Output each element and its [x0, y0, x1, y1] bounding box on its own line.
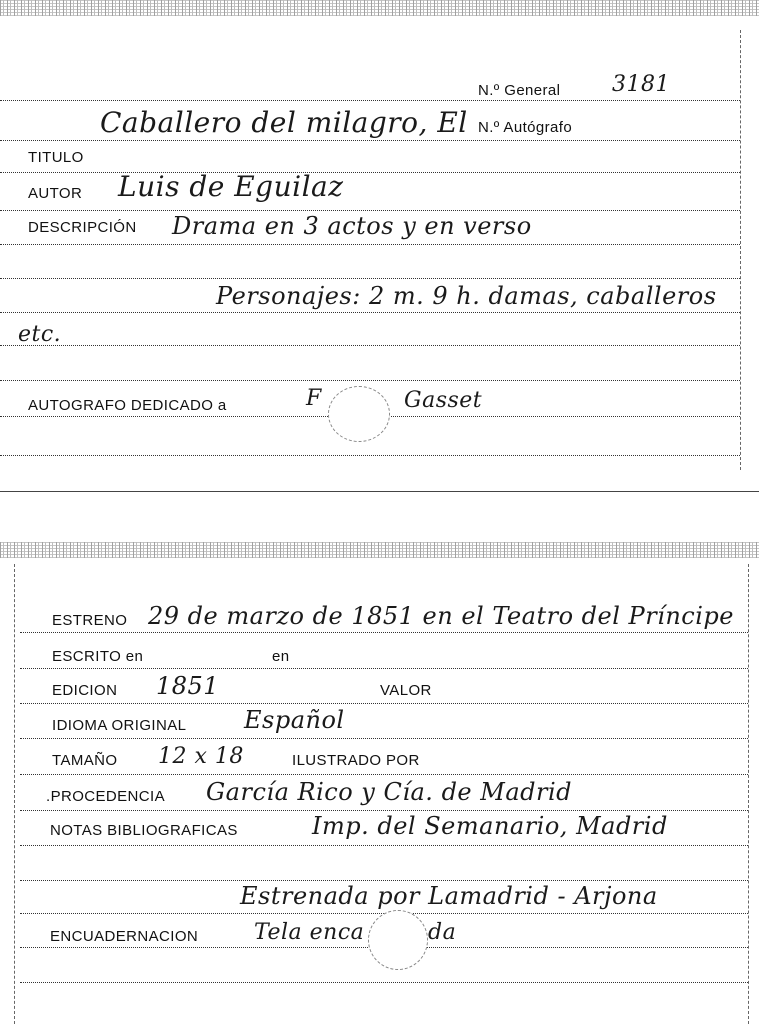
edition-value: 1851 [156, 672, 220, 700]
description-label: DESCRIPCIÓN [28, 219, 137, 236]
written-in-label: ESCRITO en [52, 648, 144, 665]
ink-blot-mark [328, 386, 390, 442]
catalog-card-top [0, 0, 759, 500]
card-edge-texture [0, 542, 759, 558]
dedicated-label: AUTOGRAFO DEDICADO a [28, 397, 227, 414]
title-value: Caballero del milagro, El [100, 106, 468, 139]
binding-value-end: da [428, 920, 457, 945]
author-value: Luis de Eguilaz [118, 170, 344, 203]
provenance-label: .PROCEDENCIA [46, 788, 165, 805]
size-label: TAMAÑO [52, 752, 118, 769]
written-en-label: en [272, 648, 290, 665]
catalog-card-bottom [0, 540, 759, 1028]
original-language-value: Español [244, 706, 345, 734]
card-edge-texture [0, 0, 759, 16]
bibliographic-notes-label: NOTAS BIBLIOGRAFICAS [50, 822, 238, 839]
characters-value: Personajes: 2 m. 9 h. damas, caballeros [216, 282, 717, 310]
edition-label: EDICION [52, 682, 118, 699]
binding-value-start: Tela enca [254, 920, 365, 945]
general-number-value: 3181 [612, 72, 670, 97]
description-value: Drama en 3 actos y en verso [172, 212, 532, 240]
author-label: AUTOR [28, 185, 83, 202]
dedicated-value-start: F [306, 386, 322, 411]
characters-continuation: etc. [18, 322, 62, 347]
card-right-edge [748, 564, 749, 1024]
card-bottom-edge [0, 491, 759, 492]
dedicated-value-end: Gasset [404, 388, 483, 413]
premiere-value: 29 de marzo de 1851 en el Teatro del Príncipe [148, 602, 734, 630]
card-right-edge [740, 30, 741, 470]
ink-blot-mark [368, 910, 428, 970]
general-number-label: N.º General [478, 82, 561, 99]
bibliographic-notes-value: Imp. del Semanario, Madrid [312, 812, 668, 840]
illustrated-by-label: ILUSTRADO POR [292, 752, 420, 769]
size-value: 12 x 18 [158, 744, 244, 769]
original-language-label: IDIOMA ORIGINAL [52, 717, 187, 734]
bibliographic-notes-value-2: Estrenada por Lamadrid - Arjona [240, 882, 658, 910]
premiere-label: ESTRENO [52, 612, 128, 629]
card-left-edge [14, 564, 15, 1024]
value-label: VALOR [380, 682, 432, 699]
binding-label: ENCUADERNACION [50, 928, 199, 945]
title-label: TITULO [28, 149, 84, 166]
provenance-value: García Rico y Cía. de Madrid [206, 778, 573, 806]
autograph-number-label: N.º Autógrafo [478, 119, 573, 136]
